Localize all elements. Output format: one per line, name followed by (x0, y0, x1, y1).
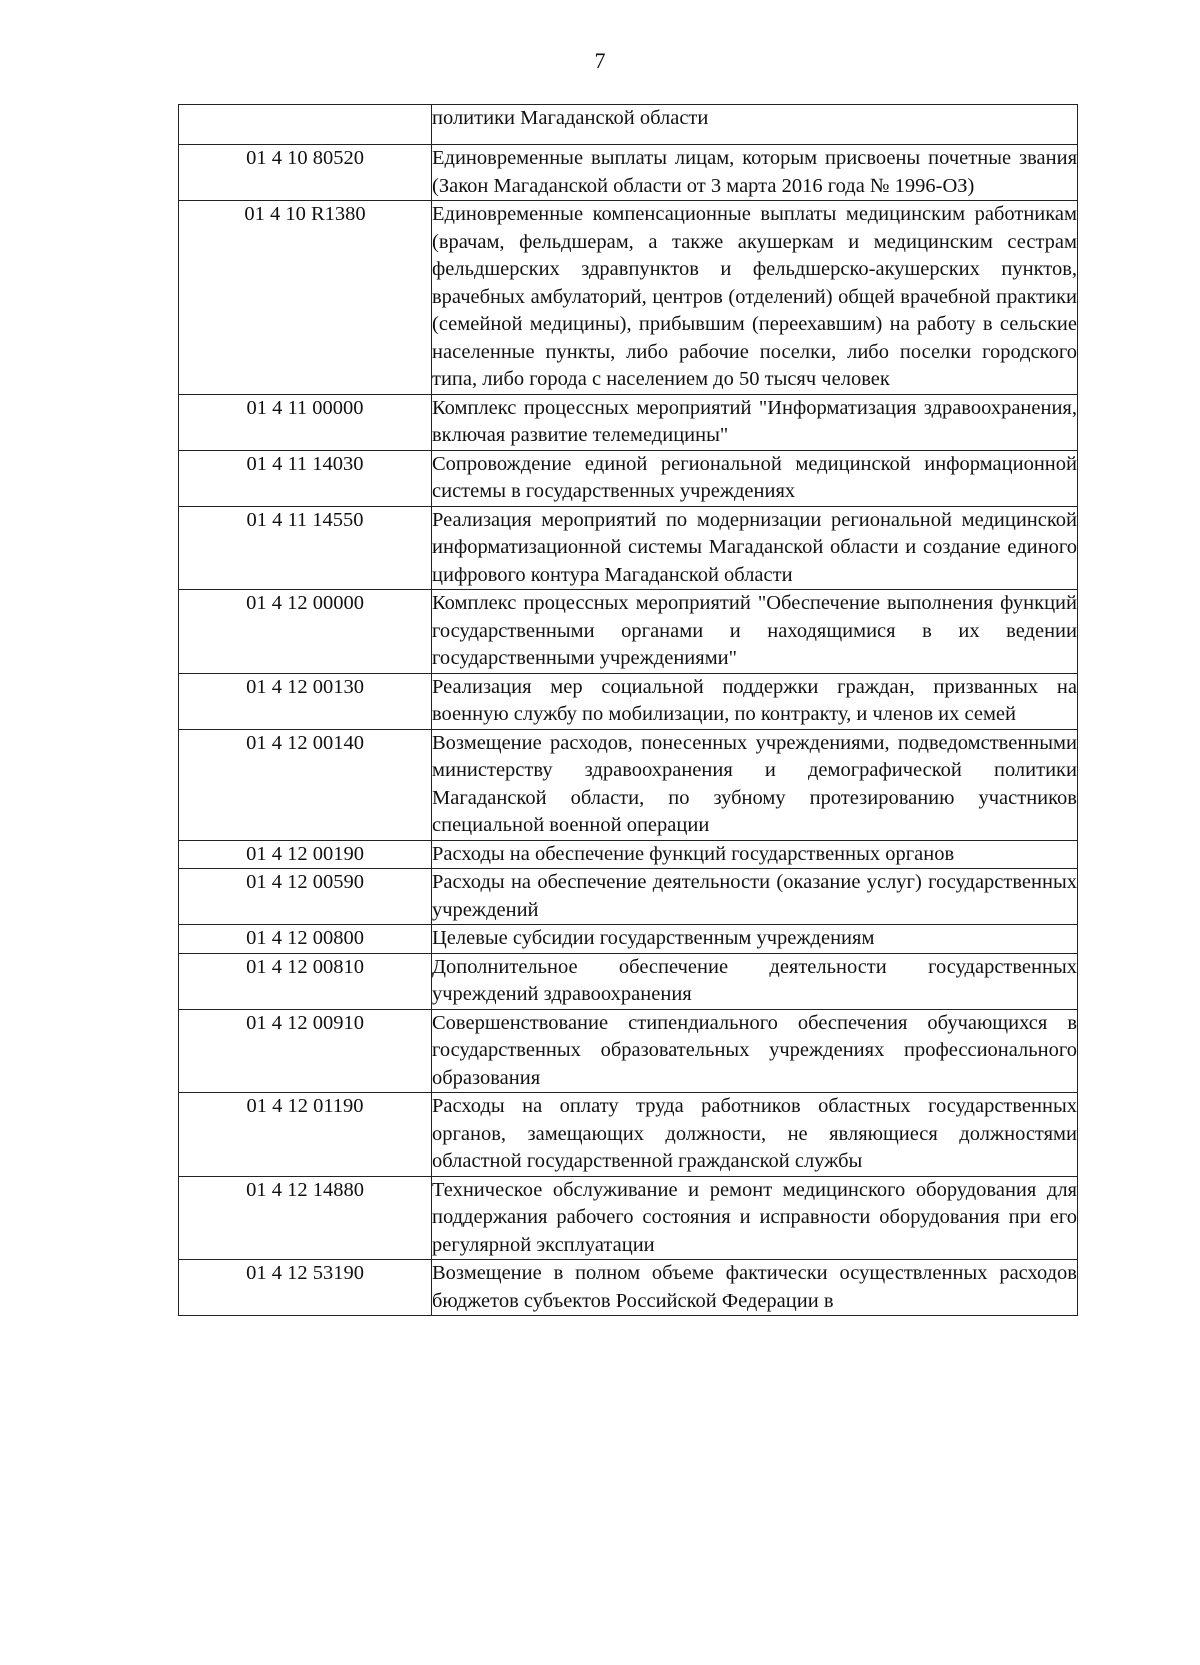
row-description: Единовременные компенсационные выплаты медицинским работникам (врачам, фельдшерам, а также акушеркам и медицинским сестрам фельдшерских здравпунктов и фельдшерско-акушерских пунктов, врачебных амбулаторий, центров (отделений) общей врачебной практики (семейной медицины), прибывшим (переехавшим) на работу в сельские населенные пункты, либо рабочие поселки, либо поселки городского типа, либо города с населением до 50 тысяч человек (432, 201, 1078, 395)
table-row (179, 145, 1078, 201)
row-code: 01 4 10 80520 (179, 145, 432, 201)
row-description: Сопровождение единой региональной медицинской информационной системы в государственных учреждениях (432, 450, 1078, 506)
table-row (179, 1176, 1078, 1260)
row-code (179, 105, 432, 145)
row-code: 01 4 12 00910 (179, 1009, 432, 1093)
table-row (179, 394, 1078, 450)
table-row (179, 953, 1078, 1009)
row-code: 01 4 12 14880 (179, 1176, 432, 1260)
row-code: 01 4 12 00590 (179, 869, 432, 925)
row-description: Расходы на обеспечение деятельности (оказание услуг) государственных учреждений (432, 869, 1078, 925)
row-code: 01 4 12 00130 (179, 673, 432, 729)
row-description: Возмещение расходов, понесенных учреждениями, подведомственными министерству здравоохранения и демографической политики Магаданской области, по зубному протезированию участников специальной военной операции (432, 729, 1078, 840)
row-code: 01 4 12 00140 (179, 729, 432, 840)
row-code: 01 4 12 00810 (179, 953, 432, 1009)
table-row (179, 105, 1078, 145)
table-row (179, 1093, 1078, 1177)
table-row (179, 1260, 1078, 1316)
row-description: Комплекс процессных мероприятий "Информатизация здравоохранения, включая развитие телемедицины" (432, 394, 1078, 450)
row-description: Комплекс процессных мероприятий "Обеспечение выполнения функций государственными органами и находящимися в их ведении государственными учреждениями" (432, 590, 1078, 674)
table-row (179, 840, 1078, 869)
row-description: Реализация мероприятий по модернизации региональной медицинской информатизационной системы Магаданской области и создание единого цифрового контура Магаданской области (432, 506, 1078, 590)
row-description: Техническое обслуживание и ремонт медицинского оборудования для поддержания рабочего состояния и исправности оборудования при его регулярной эксплуатации (432, 1176, 1078, 1260)
row-description: Расходы на обеспечение функций государственных органов (432, 840, 1078, 869)
table-row (179, 201, 1078, 395)
table-row (179, 1009, 1078, 1093)
table-row (179, 673, 1078, 729)
table-row (179, 729, 1078, 840)
row-description: Целевые субсидии государственным учреждениям (432, 925, 1078, 954)
row-description: Совершенствование стипендиального обеспечения обучающихся в государственных образовательных учреждениях профессионального образования (432, 1009, 1078, 1093)
row-code: 01 4 12 00800 (179, 925, 432, 954)
page-number: 7 (594, 48, 606, 73)
row-code: 01 4 12 53190 (179, 1260, 432, 1316)
row-description: Дополнительное обеспечение деятельности государственных учреждений здравоохранения (432, 953, 1078, 1009)
row-description: Единовременные выплаты лицам, которым присвоены почетные звания (Закон Магаданской области от 3 марта 2016 года № 1996-ОЗ) (432, 145, 1078, 201)
row-code: 01 4 12 00190 (179, 840, 432, 869)
row-description: Возмещение в полном объеме фактически осуществленных расходов бюджетов субъектов Российской Федерации в (432, 1260, 1078, 1316)
row-description: Реализация мер социальной поддержки граждан, призванных на военную службу по мобилизации, по контракту, и членов их семей (432, 673, 1078, 729)
budget-classification-table (178, 104, 1078, 1316)
table-row (179, 925, 1078, 954)
row-code: 01 4 12 00000 (179, 590, 432, 674)
table-row (179, 869, 1078, 925)
row-code: 01 4 10 R1380 (179, 201, 432, 395)
row-code: 01 4 11 14030 (179, 450, 432, 506)
table-row (179, 506, 1078, 590)
row-code: 01 4 11 00000 (179, 394, 432, 450)
table-row (179, 450, 1078, 506)
row-description: Расходы на оплату труда работников областных государственных органов, замещающих должности, не являющиеся должностями областной государственной гражданской службы (432, 1093, 1078, 1177)
table-row (179, 590, 1078, 674)
row-description: политики Магаданской области (432, 105, 1078, 145)
row-code: 01 4 12 01190 (179, 1093, 432, 1177)
row-code: 01 4 11 14550 (179, 506, 432, 590)
